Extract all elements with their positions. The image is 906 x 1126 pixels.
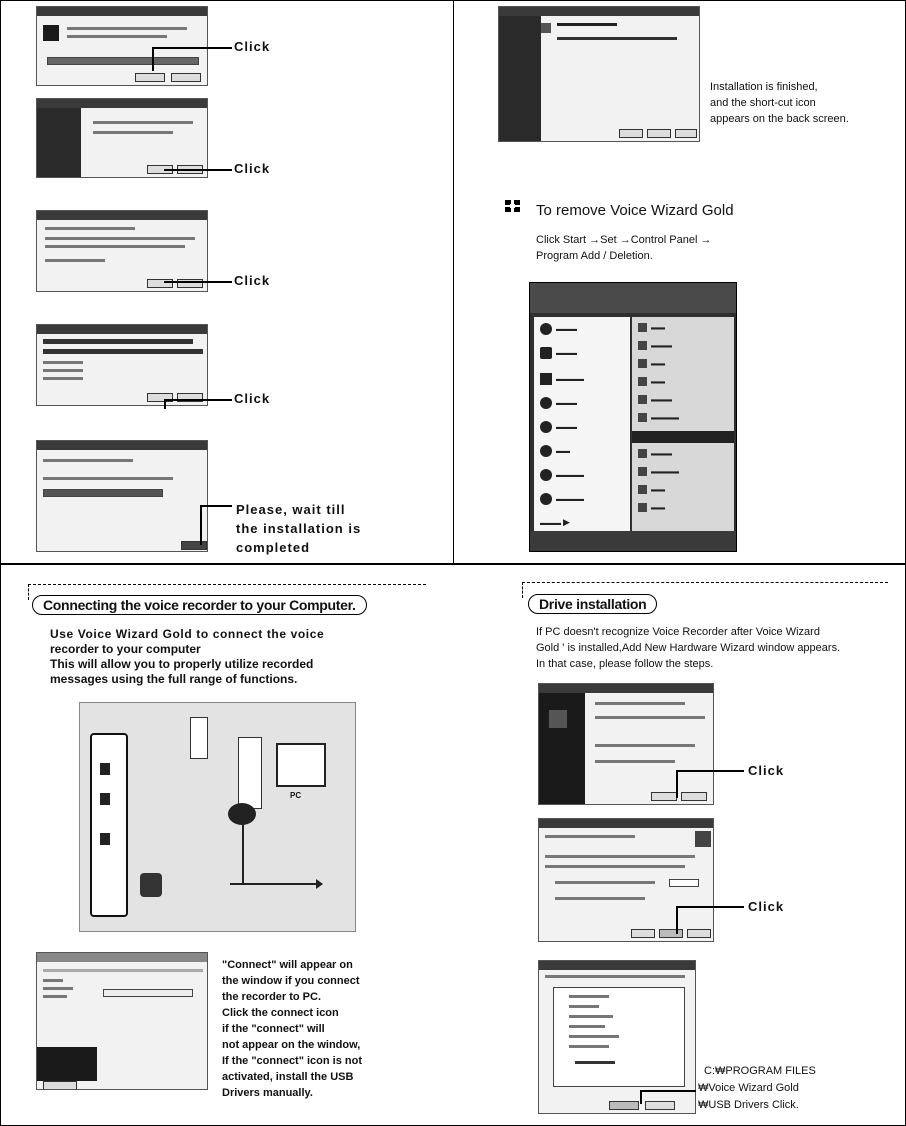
remove-section-title: To remove Voice Wizard Gold [536, 202, 734, 219]
connect-note-line-7: If the "connect" icon is not [222, 1055, 362, 1067]
drive-callout-line-3 [640, 1090, 696, 1092]
drive-callout-line-1 [676, 770, 744, 772]
finished-note-line-2: and the short-cut icon [710, 97, 816, 109]
wait-callout-line-1: Please, wait till [236, 502, 346, 517]
drive-click-callout-2: Click [748, 899, 785, 914]
path-note-line-3: ₩USB Drivers Click. [698, 1099, 799, 1111]
connect-section-heading: Connecting the voice recorder to your Computer. [32, 595, 367, 615]
install-step-1-screenshot [36, 6, 208, 86]
drive-callout-line-1-drop [676, 770, 678, 798]
drive-callout-line-3-drop [640, 1090, 642, 1104]
install-step-4-screenshot [36, 324, 208, 406]
connect-body-line-3: This will allow you to properly utilize recorded [50, 657, 314, 671]
install-step-5-screenshot [36, 440, 208, 552]
drive-section-dash-left [522, 582, 523, 598]
drive-body-line-2: Gold ' is installed,Add New Hardware Wizard window appears. [536, 642, 841, 654]
callout-line-4 [164, 399, 232, 401]
middle-divider-horizontal [0, 563, 906, 565]
click-callout-2: Click [234, 161, 271, 176]
four-squares-bullet-icon [504, 199, 522, 213]
drive-click-callout-1: Click [748, 763, 785, 778]
connect-note-line-9: Drivers manually. [222, 1087, 313, 1099]
connect-note-line-4: Click the connect icon [222, 1007, 339, 1019]
path-note-line-2: ₩Voice Wizard Gold [698, 1082, 799, 1094]
connect-section-dash-top [28, 584, 426, 585]
drive-callout-line-2-drop [676, 906, 678, 934]
connect-note-line-3: the recorder to PC. [222, 991, 322, 1003]
connect-note-line-1: "Connect" will appear on [222, 959, 353, 971]
callout-line-5 [200, 505, 232, 507]
connect-body-line-4: messages using the full range of functions. [50, 672, 298, 686]
install-step-3-screenshot [36, 210, 208, 292]
drive-section-heading: Drive installation [528, 594, 657, 614]
connect-body-line-1: Use Voice Wizard Gold to connect the voice [50, 627, 325, 641]
callout-line-3 [164, 281, 232, 283]
hardware-wizard-step-1-screenshot [538, 683, 714, 805]
connect-note-line-6: not appear on the window, [222, 1039, 361, 1051]
drive-body-line-3: In that case, please follow the steps. [536, 658, 714, 670]
path-note-line-1: C:₩PROGRAM FILES [704, 1065, 816, 1077]
click-callout-4: Click [234, 391, 271, 406]
remove-instructions-line-1: Click Start →Set →Control Panel → [536, 234, 712, 246]
connect-note-line-2: the window if you connect [222, 975, 360, 987]
start-menu-screenshot: ▬▬▬ ▬▬▬ ▬▬▬▬ ▬▬▬ ▬▬▬ ▬▬ ▬▬▬▬ ▬▬▬▬ ▬▬▬ ▶ ▬▬ ▬▬▬ ▬▬ ▬▬ ▬▬▬ ▬▬▬▬ ▬▬▬ ▬▬▬▬ ▬▬ ▬▬ [529, 282, 737, 552]
remove-instructions-line-2: Program Add / Deletion. [536, 250, 653, 262]
callout-line-4-drop [164, 399, 166, 409]
drive-section-dash-top [522, 582, 888, 583]
connect-body-line-2: recorder to your computer [50, 642, 201, 656]
drive-callout-line-2 [676, 906, 744, 908]
callout-line-1-drop [152, 47, 154, 71]
installation-finished-screenshot [498, 6, 700, 142]
wait-callout-line-3: completed [236, 540, 311, 555]
connect-software-screenshot [36, 952, 208, 1090]
install-step-2-screenshot [36, 98, 208, 178]
drive-body-line-1: If PC doesn't recognize Voice Recorder after Voice Wizard [536, 626, 820, 638]
top-divider-vertical [453, 0, 454, 563]
connection-diagram [79, 702, 356, 932]
callout-line-5-drop [200, 505, 202, 545]
play-arrow-icon: ▶ [562, 517, 570, 527]
connect-note-line-8: activated, install the USB [222, 1071, 354, 1083]
connect-section-dash-left [28, 584, 29, 600]
callout-line-1 [152, 47, 232, 49]
click-callout-3: Click [234, 273, 271, 288]
finished-note-line-3: appears on the back screen. [710, 113, 849, 125]
finished-note-line-1: Installation is finished, [710, 81, 818, 93]
diagram-pc-label: PC [290, 791, 302, 800]
callout-line-2 [164, 169, 232, 171]
connect-note-line-5: if the "connect" will [222, 1023, 325, 1035]
hardware-wizard-step-2-screenshot [538, 818, 714, 942]
wait-callout-line-2: the installation is [236, 521, 362, 536]
click-callout-1: Click [234, 39, 271, 54]
